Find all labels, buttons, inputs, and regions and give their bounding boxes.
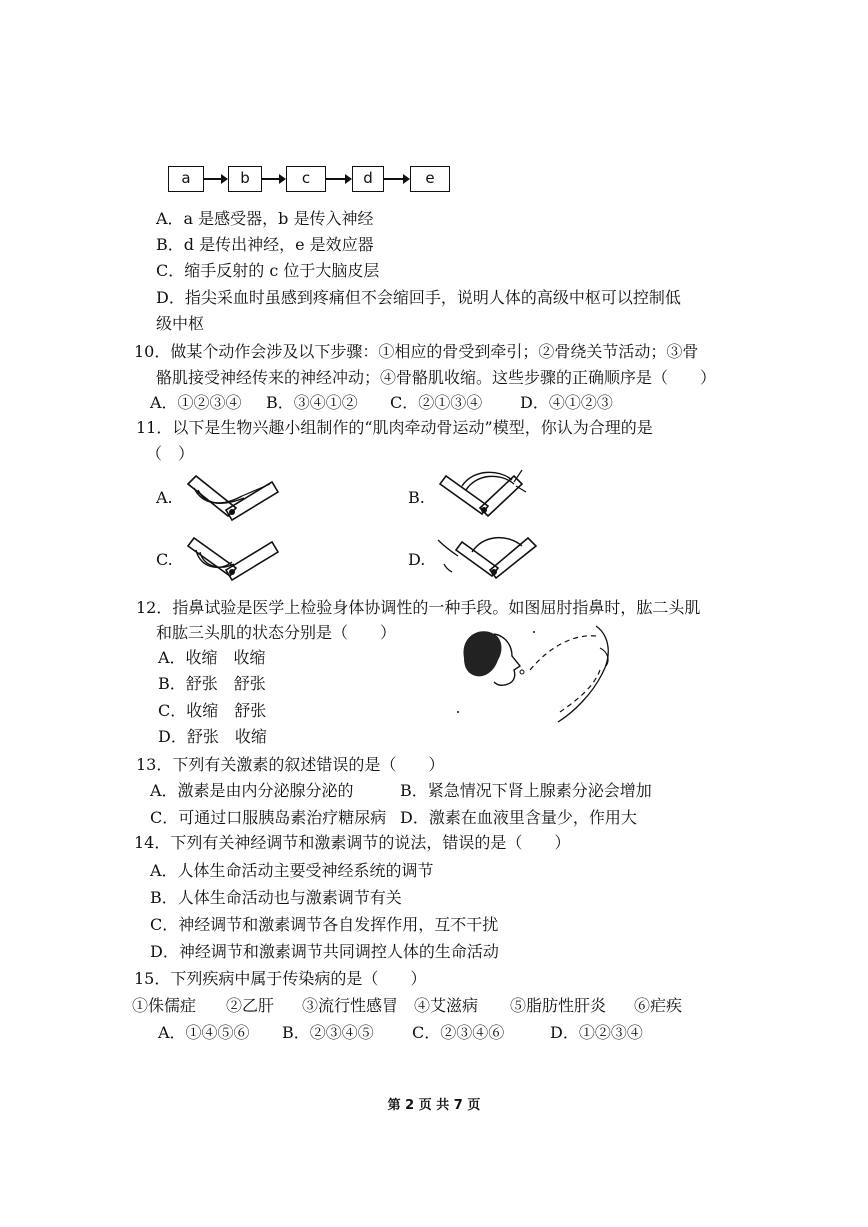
q11-label-b: B. bbox=[408, 488, 425, 507]
q15-item-5: ⑤脂肪性肝炎 bbox=[510, 996, 607, 1015]
box-b: b bbox=[228, 166, 262, 192]
q10-option-d: D．④①②③ bbox=[520, 393, 613, 412]
q11-model-a-image bbox=[180, 470, 290, 530]
q14-option-c: C．神经调节和激素调节各自发挥作用，互不干扰 bbox=[150, 915, 499, 934]
q10-stem-line2: 骼肌接受神经传来的神经冲动；④骨骼肌收缩。这些步骤的正确顺序是（ ） bbox=[156, 368, 717, 387]
box-e: e bbox=[410, 166, 450, 192]
page-number: 第 2 页 共 7 页 bbox=[387, 1098, 481, 1113]
q12-option-a: A．收缩 收缩 bbox=[158, 648, 266, 667]
q12-option-c: C．收缩 舒张 bbox=[158, 701, 267, 720]
q11-label-a: A. bbox=[156, 488, 173, 507]
q13-option-a: A．激素是由内分泌腺分泌的 bbox=[150, 781, 354, 800]
q13-option-c: C．可通过口服胰岛素治疗糖尿病 bbox=[150, 808, 387, 827]
q9-option-b: B．d 是传出神经，e 是效应器 bbox=[156, 235, 374, 254]
q9-option-a: A．a 是感受器，b 是传入神经 bbox=[156, 209, 374, 228]
box-d: d bbox=[352, 166, 384, 192]
q13-stem: 13．下列有关激素的叙述错误的是（ ） bbox=[136, 755, 445, 774]
arrow bbox=[384, 178, 408, 180]
q10-option-b: B．③④①② bbox=[266, 393, 358, 412]
arrow bbox=[204, 178, 226, 180]
q11-stem-line2: （ ） bbox=[146, 444, 195, 463]
q15-stem: 15．下列疾病中属于传染病的是（ ） bbox=[134, 969, 427, 988]
q15-item-1: ①侏儒症 bbox=[132, 996, 197, 1015]
q9-option-d: D．指尖采血时虽感到疼痛但不会缩回手，说明人体的高级中枢可以控制低 bbox=[156, 288, 681, 307]
q12-option-d: D．舒张 收缩 bbox=[158, 727, 267, 746]
q14-stem: 14．下列有关神经调节和激素调节的说法，错误的是（ ） bbox=[134, 833, 571, 852]
q13-option-d: D．激素在血液里含量少，作用大 bbox=[400, 808, 637, 827]
q11-label-c: C. bbox=[156, 550, 173, 569]
q14-option-b: B．人体生命活动也与激素调节有关 bbox=[150, 888, 402, 907]
q10-option-c: C．②①③④ bbox=[390, 393, 483, 412]
q10-stem-line1: 10．做某个动作会涉及以下步骤：①相应的骨受到牵引；②骨绕关节活动；③骨 bbox=[134, 342, 699, 361]
q14-option-a: A．人体生命活动主要受神经系统的调节 bbox=[150, 861, 434, 880]
q15-option-a: A．①④⑤⑥ bbox=[158, 1023, 250, 1042]
finger-nose-test-image bbox=[450, 616, 620, 734]
q11-model-b-image bbox=[432, 462, 542, 526]
q11-label-d: D. bbox=[408, 550, 426, 569]
q12-stem-line1: 12．指鼻试验是医学上检验身体协调性的一种手段。如图屈肘指鼻时，肱二头肌 bbox=[136, 598, 701, 617]
arrow bbox=[326, 178, 350, 180]
q15-item-4: ④艾滋病 bbox=[414, 996, 479, 1015]
q9-option-c: C．缩手反射的 c 位于大脑皮层 bbox=[156, 261, 380, 280]
q15-item-6: ⑥疟疾 bbox=[634, 996, 683, 1015]
q15-item-2: ②乙肝 bbox=[226, 996, 275, 1015]
box-c: c bbox=[286, 166, 326, 192]
q12-option-b: B．舒张 舒张 bbox=[158, 674, 266, 693]
q11-model-d-image bbox=[432, 524, 542, 588]
q14-option-d: D．神经调节和激素调节共同调控人体的生命活动 bbox=[150, 942, 499, 961]
q12-stem-line2: 和肱三头肌的状态分别是（ ） bbox=[156, 623, 397, 642]
q15-option-c: C．②③④⑥ bbox=[412, 1023, 505, 1042]
arrow bbox=[262, 178, 284, 180]
q11-model-c-image bbox=[180, 532, 290, 588]
q9-option-d-cont: 级中枢 bbox=[156, 314, 205, 333]
q11-stem-line1: 11．以下是生物兴趣小组制作的“肌肉牵动骨运动”模型，你认为合理的是 bbox=[136, 418, 653, 437]
q10-option-a: A．①②③④ bbox=[150, 393, 242, 412]
q15-item-3: ③流行性感冒 bbox=[302, 996, 399, 1015]
q15-option-d: D．①②③④ bbox=[550, 1023, 643, 1042]
box-a: a bbox=[168, 166, 204, 192]
q13-option-b: B．紧急情况下肾上腺素分泌会增加 bbox=[400, 781, 652, 800]
q15-option-b: B．②③④⑤ bbox=[282, 1023, 374, 1042]
